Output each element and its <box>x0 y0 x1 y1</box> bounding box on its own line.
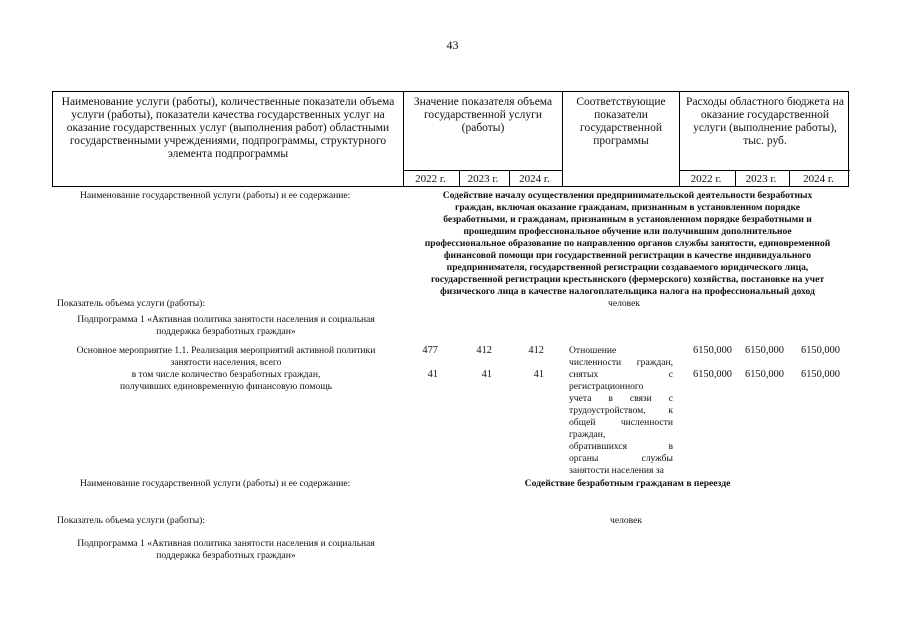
program-indicator-text: Отношение численности граждан, снятых с регистрационного учета в связи с трудоустройством, к общей численности граждан, обратившихся в органы службы занятости населения за <box>569 345 673 476</box>
header-cost-year-2023: 2023 г. <box>745 173 777 185</box>
value-2023: 41 <box>481 369 492 380</box>
service-description: Содействие безработным гражданам в переезде <box>524 478 731 489</box>
header-cost-year-2022: 2022 г. <box>690 173 722 185</box>
volume-indicator-label: Показатель объема услуги (работы): <box>57 298 206 309</box>
header-cost-year-2024: 2024 г. <box>803 173 834 185</box>
unit-label: человек <box>608 298 641 309</box>
cost-2024: 6150,000 <box>801 369 840 380</box>
header-col-budget-expenses: Расходы областного бюджета на оказание государственной услуги (выполнение работы), тыс. руб. <box>686 96 844 147</box>
cost-2023: 6150,000 <box>745 369 784 380</box>
cost-2022: 6150,000 <box>693 345 732 356</box>
header-year-2023: 2023 г. <box>467 173 499 185</box>
header-col-program-indicators: Соответствующие показатели государственной программы <box>576 96 666 147</box>
cost-2023: 6150,000 <box>745 345 784 356</box>
sub-activity-name: в том числе количество безработных граждан, получивших единовременную финансовую помощь <box>119 369 333 392</box>
subprogram-label: Подпрограмма 1 «Активная политика занятости населения и социальная поддержка безработных граждан» <box>77 314 375 337</box>
cost-2024: 6150,000 <box>801 345 840 356</box>
header-col-volume-values: Значение показателя объема государственной услуги (работы) <box>413 96 553 134</box>
header-col-service-name: Наименование услуги (работы), количественные показатели объема услуги (работы), показатели качества государственных услуг на оказание государственных услуг (выполнения работ) областными государственными учреждениями, подпрограммы, структурного элемента подпрограммы <box>61 96 395 160</box>
value-2023: 412 <box>476 345 492 356</box>
service-name-label: Наименование государственной услуги (работы) и ее содержание: <box>80 190 351 201</box>
header-year-2022: 2022 г. <box>415 173 446 185</box>
volume-indicator-label: Показатель объема услуги (работы): <box>57 515 206 526</box>
header-year-2024: 2024 г. <box>519 173 550 185</box>
service-description: Содействие началу осуществления предпринимательской деятельности безработных граждан, включая оказание гражданам, признанным в установленном порядке безработными, и гражданам, признанным в установленном порядке безработными и прошедшим профессиональное обучение или получившим дополнительное профессиональное образование по направлению органов службы занятости, единовременной финансовой помощи при государственной регистрации в качестве индивидуального предпринимателя, государственной регистрации создаваемого юридического лица, государственной регистрации крестьянского (фермерского) хозяйства, постановке на учет физического лица в качестве налогоплательщика налога на профессиональный доход <box>424 190 831 297</box>
service-name-label: Наименование государственной услуги (работы) и ее содержание: <box>80 478 351 489</box>
subprogram-label: Подпрограмма 1 «Активная политика занятости населения и социальная поддержка безработных граждан» <box>77 538 375 561</box>
value-2022: 41 <box>427 369 438 380</box>
cost-2022: 6150,000 <box>693 369 732 380</box>
value-2024: 412 <box>528 345 544 356</box>
unit-label: человек <box>610 515 643 526</box>
value-2022: 477 <box>422 345 438 356</box>
main-activity-name: Основное мероприятие 1.1. Реализация мероприятий активной политики занятости населения, всего <box>76 345 376 368</box>
value-2024: 41 <box>533 369 544 380</box>
page-number: 43 <box>446 38 459 52</box>
